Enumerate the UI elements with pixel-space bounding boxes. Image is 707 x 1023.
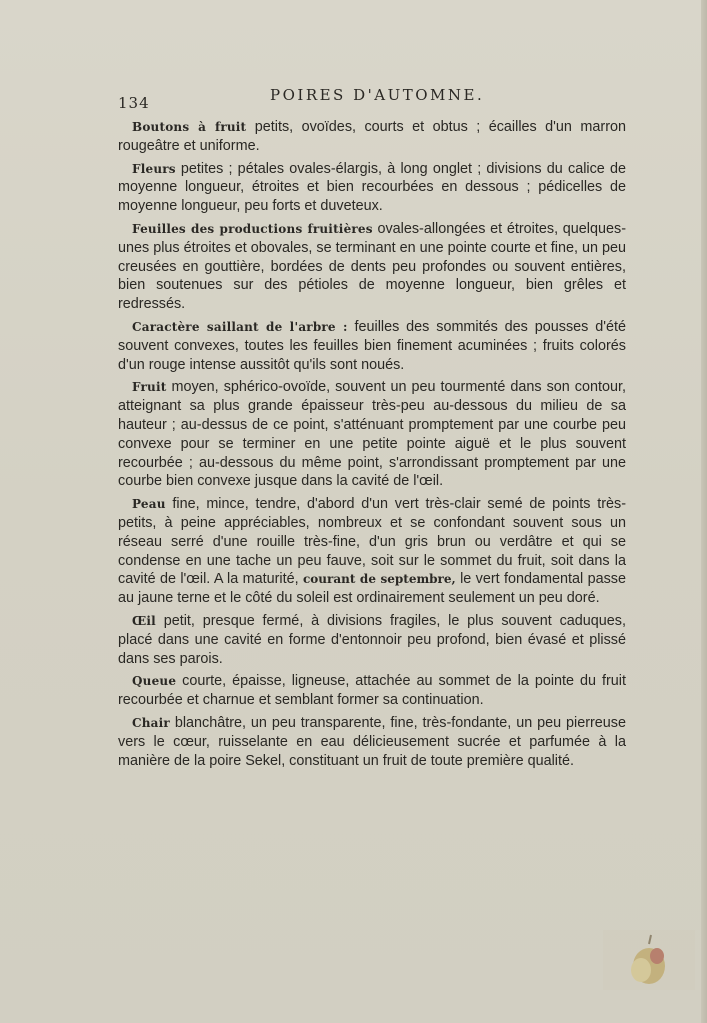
paragraph-queue xyxy=(118,672,626,710)
paragraph-text: fine, mince, tendre, d'abord d'un vert très-clair semé de points très-petits, à peine appréciables, nombreux et se confondant souvent sous un réseau serré d'une rouille très-fine, d'un gris brun ou verdâtre et qui se condense en une tache un peu fauve, soit sur le sommet du fruit, soit dans la cavité de l'œil. A la maturité, xyxy=(118,496,626,588)
paragraph-boutons xyxy=(118,118,626,156)
paragraph-term: Œil xyxy=(132,613,156,628)
page-edge xyxy=(701,0,707,1023)
paragraph-text: blanchâtre, un peu transparente, fine, très-fondante, un peu pierreuse vers le cœur, ruisselante en eau délicieusement sucrée et parfumée à la manière de la poire Sekel, constituant un fruit de toute première qualité. xyxy=(118,714,626,769)
paragraph-term: Boutons à fruit xyxy=(132,120,247,134)
paragraph-term: Caractère saillant de l'arbre : xyxy=(132,319,348,334)
paragraph-oeil xyxy=(118,612,626,668)
paragraph-text: petit, presque fermé, à divisions fragiles, le plus souvent caduques, placé dans une cavité en forme d'entonnoir peu profond, bien évasé et plissé dans ses parois. xyxy=(118,612,626,667)
paragraph-text: moyen, sphérico-ovoïde, souvent un peu tourmenté dans son contour, atteignant sa plus grande épaisseur très-peu au-dessous du milieu de sa hauteur ; au-dessus de ce point, s'atténuant promptement par une courbe peu convexe pour se terminer en une petite pointe aiguë et le plus souvent recourbée ; au-dessous du même point, s'arrondissant promptement par une courbe bien convexe jusque dans la cavité de l'œil. xyxy=(118,379,626,490)
page-number: 134 xyxy=(118,94,150,112)
paragraph-peau xyxy=(118,495,626,608)
paragraph-feuilles xyxy=(118,220,626,314)
paragraph-term: Chair xyxy=(132,715,170,730)
paragraph-text: ovales-allongées et étroites, quelques-unes plus étroites et obovales, se terminant en une pointe courte et fine, un peu creusées en gouttière, bordées de dents peu profondes ou souvent entières, bien soutenues sur des pétioles de moyenne longueur, bien grêles et redressés. xyxy=(118,220,627,313)
paragraph-fleurs xyxy=(118,160,626,216)
paragraph-text: petits, ovoïdes, courts et obtus ; écailles d'un marron rougeâtre et uniforme. xyxy=(118,119,626,154)
paragraph-text: petites ; pétales ovales-élargis, à long onglet ; divisions du calice de moyenne longueur, étroites et bien recourbées en dessous ; pédicelles de moyenne longueur, peu forts et duveteux. xyxy=(118,160,626,215)
paragraph-term: Queue xyxy=(132,674,177,689)
paragraph-text: courte, épaisse, ligneuse, attachée au sommet de la pointe du fruit recourbée et charnue et semblant former sa continuation. xyxy=(118,673,626,709)
paragraph-text: feuilles des sommités des pousses d'été souvent convexes, toutes les feuilles bien finement acuminées ; fruits colorés d'un rouge intense aussitôt qu'ils sont noués. xyxy=(118,318,626,373)
page-body xyxy=(118,118,626,774)
paragraph-term: Peau xyxy=(132,497,166,512)
paragraph-text-after: le vert fondamental passe au jaune terne et le côté du soleil est ordinairement seulement un peu doré. xyxy=(118,571,626,607)
running-title: POIRES D'AUTOMNE. xyxy=(270,86,485,104)
paragraph-fruit xyxy=(118,378,626,491)
paragraph-chair xyxy=(118,714,626,770)
paragraph-term: Feuilles des productions fruitières xyxy=(132,221,373,236)
pear-watermark-icon xyxy=(603,930,695,990)
paragraph-term: Fleurs xyxy=(132,161,176,176)
paragraph-term: Fruit xyxy=(132,380,167,395)
paragraph-caractere xyxy=(118,318,626,374)
paragraph-inline-bold: courant de septembre, xyxy=(302,572,456,587)
